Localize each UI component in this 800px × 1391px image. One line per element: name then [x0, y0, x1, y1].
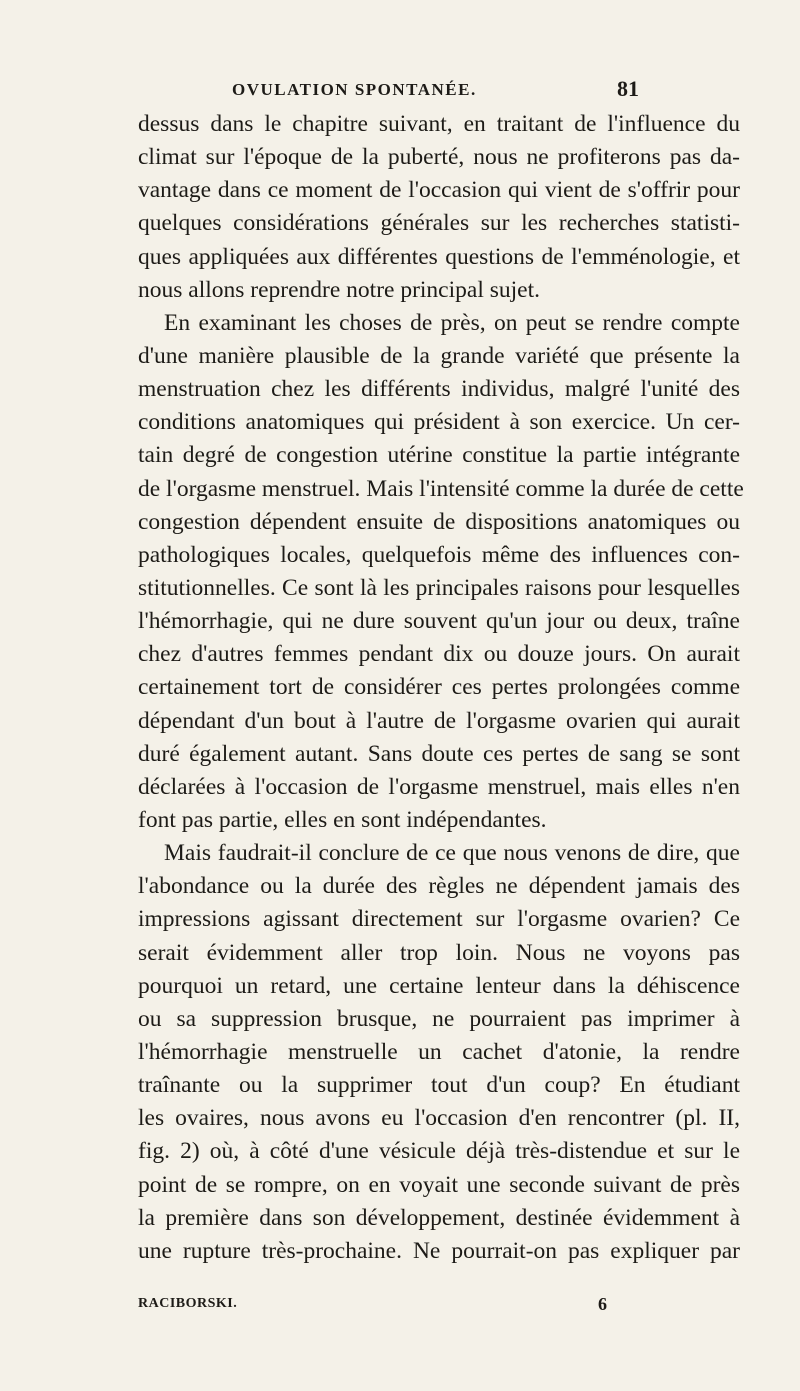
- text-line: conditions anatomiques qui président à son exercice. Un cer-: [138, 409, 740, 436]
- running-title: OVULATION SPONTANÉE.: [232, 80, 477, 99]
- text-line: certainement tort de considérer ces pertes prolongées comme: [138, 674, 740, 701]
- text-line: tain degré de congestion utérine constitue la partie intégrante: [138, 442, 740, 469]
- text-line: climat sur l'époque de la puberté, nous ne profiterons pas da-: [138, 144, 740, 171]
- text-line: stitutionnelles. Ce sont là les principales raisons pour lesquelles: [138, 574, 740, 601]
- text-line: d'une manière plausible de la grande variété que présente la: [138, 342, 740, 369]
- text-line: chez d'autres femmes pendant dix ou douze jours. On aurait: [138, 641, 740, 668]
- text-line: impressions agissant directement sur l'orgasme ovarien? Ce: [138, 906, 740, 933]
- text-line: l'abondance ou la durée des règles ne dépendent jamais des: [138, 873, 740, 900]
- page-number: 81: [617, 76, 639, 101]
- text-line: vantage dans ce moment de l'occasion qui vient de s'offrir pour: [138, 177, 740, 204]
- sheet-number: 6: [598, 1294, 607, 1314]
- text-line: menstruation chez les différents individus, malgré l'unité des: [138, 376, 740, 403]
- text-line: dessus dans le chapitre suivant, en traitant de l'influence du: [138, 111, 740, 137]
- text-line: En examinant les choses de près, on peut se rendre compte: [164, 309, 740, 336]
- text-line: Mais faudrait-il conclure de ce que nous venons de dire, que: [164, 840, 740, 867]
- text-line: l'hémorrhagie, qui ne dure souvent qu'un jour ou deux, traîne: [138, 608, 740, 635]
- text-line: une rupture très-prochaine. Ne pourrait-on pas expliquer par: [138, 1237, 740, 1264]
- text-line: l'hémorrhagie menstruelle un cachet d'atonie, la rendre: [138, 1038, 740, 1065]
- author-signature: RACIBORSKI.: [138, 1296, 238, 1311]
- text-line: déclarées à l'occasion de l'orgasme menstruel, mais elles n'en: [138, 773, 740, 800]
- text-line: congestion dépendent ensuite de dispositions anatomiques ou: [138, 508, 740, 535]
- text-line: duré également autant. Sans doute ces pertes de sang se sont: [138, 740, 740, 767]
- text-line: pathologiques locales, quelquefois même des influences con-: [138, 541, 740, 568]
- text-line: ou sa suppression brusque, ne pourraient pas imprimer à: [138, 1005, 740, 1032]
- text-line: les ovaires, nous avons eu l'occasion d'en rencontrer (pl. II,: [138, 1105, 740, 1132]
- text-line: serait évidemment aller trop loin. Nous ne voyons pas: [138, 939, 740, 966]
- text-line: quelques considérations générales sur les recherches statisti-: [138, 210, 740, 237]
- text-line: font pas partie, elles en sont indépendantes.: [138, 806, 547, 833]
- text-line: de l'orgasme menstruel. Mais l'intensité comme la durée de cette: [138, 475, 744, 502]
- text-line: traînante ou la supprimer tout d'un coup? En étudiant: [138, 1072, 740, 1099]
- page-footer: [138, 1296, 740, 1318]
- text-line: dépendant d'un bout à l'autre de l'orgasme ovarien qui aurait: [138, 707, 740, 734]
- text-line: la première dans son développement, destinée évidemment à: [138, 1204, 740, 1231]
- text-line: pourquoi un retard, une certaine lenteur dans la déhiscence: [138, 972, 740, 999]
- text-line: nous allons reprendre notre principal sujet.: [138, 276, 540, 303]
- body-text: [138, 108, 744, 1268]
- text-line: fig. 2) où, à côté d'une vésicule déjà très-distendue et sur le: [138, 1138, 740, 1165]
- text-line: point de se rompre, on en voyait une seconde suivant de près: [138, 1171, 740, 1198]
- text-line: ques appliquées aux différentes questions de l'emménologie, et: [138, 243, 740, 270]
